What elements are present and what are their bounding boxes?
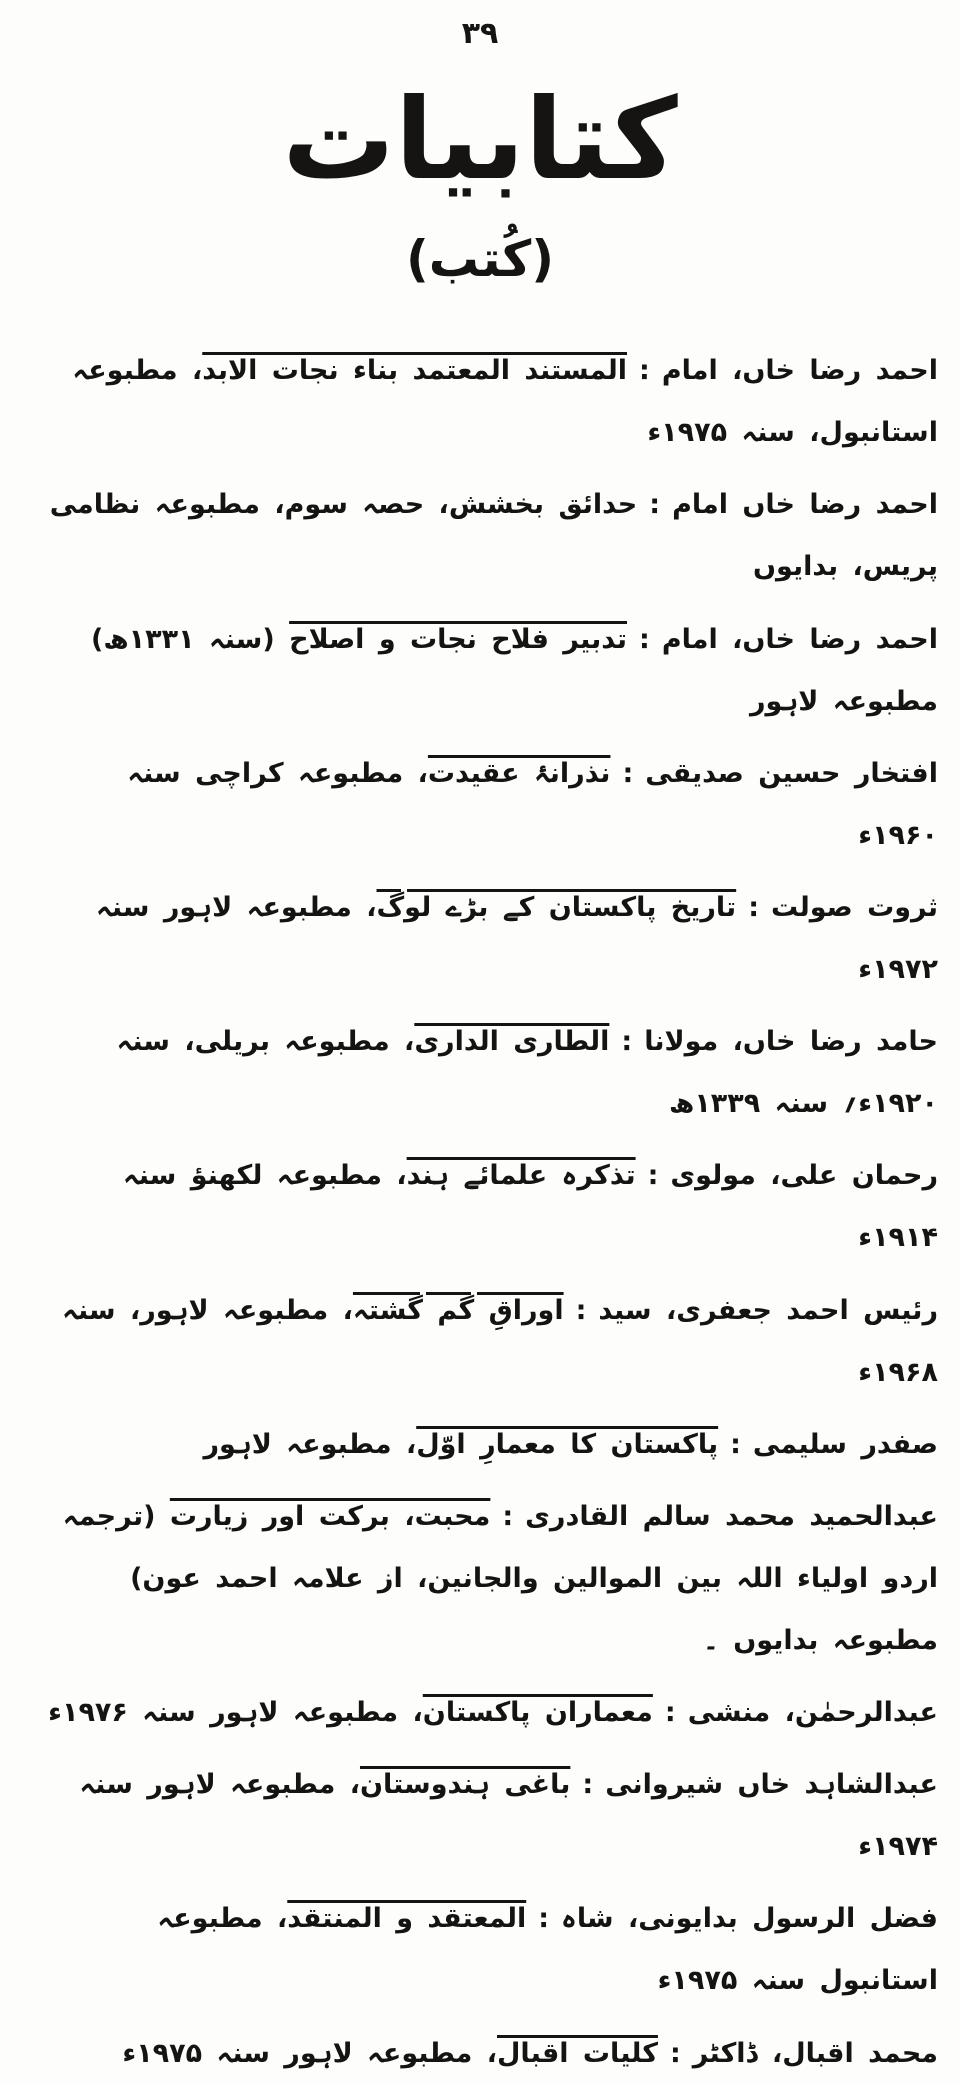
- bib-entry: [46, 1280, 938, 1404]
- entry-author: فضل الرسول بدایونی، شاہ: [561, 1903, 938, 1935]
- bib-entry: [46, 743, 938, 867]
- bib-entry: [46, 474, 938, 598]
- bib-entry: [46, 1145, 938, 1269]
- entry-author: حامد رضا خاں، مولانا: [644, 1026, 938, 1058]
- entry-publication: ، مطبوعہ لکھنؤ سنہ ۱۹۱۴ء: [122, 1160, 938, 1254]
- entry-book-title: کلیات اقبال: [497, 2037, 658, 2069]
- entry-publication: ، مطبوعہ لاہور سنہ ۱۹۷۴ء: [79, 1769, 938, 1863]
- entry-separator: :: [639, 623, 650, 655]
- entry-book-title: اوراقِ گم گشتہ: [352, 1294, 564, 1326]
- entry-publication: ، مطبوعہ استانبول، سنہ ۱۹۷۵ء: [72, 355, 938, 449]
- entry-book-title: المعتقد و المنتقد: [287, 1903, 527, 1935]
- entry-publication: ، مطبوعہ کراچی سنہ ۱۹۶۰ء: [127, 757, 938, 851]
- entry-separator: :: [730, 1428, 741, 1460]
- bib-entry: [46, 1754, 938, 1878]
- page-number: ۳۹: [461, 16, 499, 51]
- entry-author: عبدالحمید محمد سالم القادری: [525, 1500, 938, 1532]
- bib-entry: [46, 1682, 938, 1744]
- entry-separator: :: [582, 1769, 594, 1801]
- entry-separator: :: [748, 891, 759, 923]
- entry-separator: :: [502, 1500, 514, 1532]
- entry-author: رحمان علی، مولوی: [670, 1160, 938, 1192]
- entry-author: رئیس احمد جعفری، سید: [598, 1294, 938, 1326]
- entry-publication: ، مطبوعہ لاہور سنہ ۱۹۷۲ء: [96, 891, 938, 986]
- entry-publication: ، مطبوعہ بریلی، سنہ ۱۹۲۰ء؍ سنہ ۱۳۳۹ھ: [116, 1026, 938, 1120]
- entry-book-title: معماران پاکستان: [422, 1697, 653, 1729]
- entry-separator: :: [621, 1026, 633, 1058]
- entry-author: احمد رضا خاں، امام: [661, 355, 938, 387]
- entry-publication: ، مطبوعہ لاہور سنہ ۱۹۷۵ء: [122, 2037, 497, 2069]
- entry-publication: (ترجمہ اردو اولیاء اللہ بین الموالین والجانین، از علامہ احمد عون) مطبوعہ بدایوں ۔: [62, 1500, 938, 1656]
- entry-author: صفدر سلیمی: [752, 1428, 938, 1460]
- entry-separator: :: [622, 757, 634, 789]
- entry-book-title: محبت، برکت اور زیارت: [169, 1500, 491, 1532]
- bibliography-list: [0, 288, 960, 2084]
- entry-author: افتخار حسین صدیقی: [645, 757, 938, 789]
- entry-publication: (سنہ ۱۳۳۱ھ) مطبوعہ لاہور: [90, 623, 938, 717]
- entry-separator: :: [664, 1697, 676, 1729]
- bib-entry: [46, 340, 938, 464]
- entry-book-title: المستند المعتمد بناء نجات الابد: [202, 355, 627, 387]
- entry-author: عبدالرحمٰن، منشی: [687, 1697, 938, 1729]
- bib-entry: [46, 609, 938, 733]
- entry-book-title: تدبیر فلاح نجات و اصلاح: [289, 623, 627, 655]
- bib-entry: [46, 1486, 938, 1672]
- entry-publication: ، حصہ سوم، مطبوعہ نظامی پریس، بدایوں: [49, 489, 938, 583]
- entry-book-title: تاریخ پاکستان کے بڑے لوگ: [376, 891, 737, 923]
- bib-entry: [46, 1888, 938, 2012]
- entry-author: عبدالشاہد خاں شیروانی: [605, 1769, 938, 1801]
- entry-separator: :: [538, 1903, 550, 1935]
- entry-separator: :: [575, 1294, 587, 1326]
- entry-author: احمد رضا خاں امام: [672, 489, 938, 521]
- entry-book-title: حدائق بخشش: [448, 489, 638, 521]
- bib-entry: [46, 2023, 938, 2085]
- bibliography-subtitle: (کُتب): [405, 230, 555, 289]
- bib-entry: [46, 1011, 938, 1135]
- entry-book-title: نذرانۂ عقیدت: [427, 757, 611, 789]
- bib-entry: [46, 1414, 938, 1476]
- entry-separator: :: [639, 355, 650, 387]
- bib-entry: [46, 877, 938, 1001]
- entry-author: ثروت صولت: [771, 891, 938, 923]
- entry-book-title: باغی ہندوستان: [359, 1769, 571, 1801]
- entry-separator: :: [669, 2037, 681, 2069]
- entry-separator: :: [647, 1160, 659, 1192]
- entry-book-title: تذکرہ علمائے ہند: [406, 1160, 636, 1192]
- entry-separator: :: [649, 489, 661, 521]
- entry-book-title: الطاری الداری: [414, 1026, 610, 1058]
- entry-author: محمد اقبال، ڈاکٹر: [692, 2037, 938, 2069]
- entry-publication: ، مطبوعہ لاہور، سنہ ۱۹۶۸ء: [62, 1294, 938, 1388]
- entry-book-title: پاکستان کا معمارِ اوّل: [416, 1428, 719, 1460]
- entry-publication: ، مطبوعہ لاہور سنہ ۱۹۷۶ء: [48, 1697, 423, 1729]
- entry-publication: ، مطبوعہ لاہور: [203, 1428, 417, 1460]
- entry-publication: ، مطبوعہ استانبول سنہ ۱۹۷۵ء: [157, 1903, 938, 1997]
- bibliography-title: کتابیات: [282, 75, 678, 205]
- entry-author: احمد رضا خاں، امام: [661, 623, 938, 655]
